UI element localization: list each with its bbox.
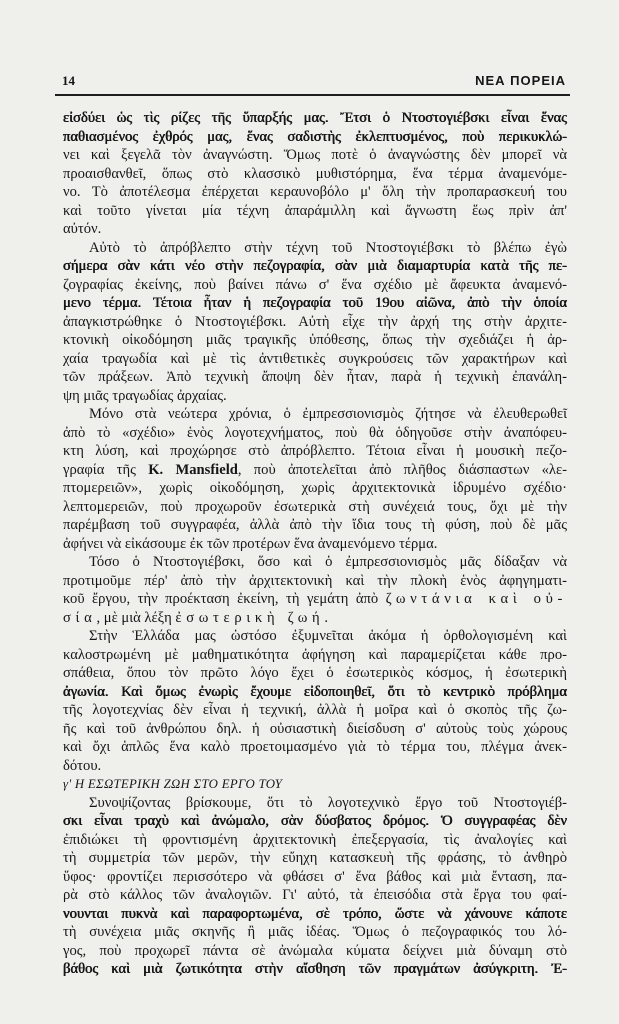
spaced-emphasis: ἐσωτερικὴ ζωή: [175, 609, 325, 626]
text-line: κτη λύση, καὶ προχώρησε στὸ ἀπρόβλεπτο. Τέτοια εἶναι ἡ μουσικὴ πεζο-: [63, 443, 567, 459]
text-line: νουνται πυκνὰ καὶ παραφορτωμένα, σὲ τρόπο, ὥστε νὰ χάνουνε κάποτε: [63, 905, 567, 922]
text-line: Συνοψίζοντας βρίσκουμε, ὅτι τὸ λογοτεχνικὸ ἔργο τοῦ Ντοστογιέβ-: [89, 794, 567, 811]
text-line: [63, 590, 567, 609]
text-line: χαία τραγωδία καὶ μὲ τὶς ἀντιθετικὲς συγκρούσεις τῶν χαρακτήρων καὶ: [63, 350, 567, 367]
page-number: 14: [62, 73, 75, 88]
section-heading: γ' Η ΕΣΩΤΕΡΙΚΗ ΖΩΗ ΣΤΟ ΕΡΓΟ ΤΟΥ: [63, 777, 283, 791]
text-line: προτιμοῦμε πέρ' ἀπὸ τὴν ἀρχιτεκτονικὴ καὶ τὴν πλοκὴ ἑνὸς ἀφηγηματι-: [63, 572, 567, 589]
text-line: ἀγωνία. Καὶ ὅμως ἐνωρὶς ἔχουμε εἰδοποιηθεῖ, ὅτι τὸ κεντρικὸ πρόβλημα: [63, 683, 567, 700]
text-segment: , μὲ μιὰ λέξη: [96, 609, 176, 626]
paragraph: [63, 405, 567, 553]
author-name-emphasis: K. Mansfield: [148, 461, 238, 478]
text-line: παρέμβαση τοῦ συγγραφέα, ἀλλὰ ἀπὸ τὴν ἴδια τους τὴ φύση, ποὺ δὲ μᾶς: [63, 517, 567, 533]
text-line: Στὴν Ἑλλάδα μας ὡστόσο ἐξυμνεῖται ἀκόμα ἡ ὀρθολογισμένη καὶ: [89, 628, 567, 644]
text-line: σπάθεια, ὅπου τὸν πρῶτο λόγο ἔχει ὁ ἐσωτερικὸς κόσμος, ἡ ἐσωτερικὴ: [63, 665, 567, 681]
paragraph: [63, 794, 567, 979]
text-line: κτονικὴ οἰκοδόμηση μιᾶς τραγικῆς ὑπόθεσης, ὅπως τὴν σχεδιάζει ἡ ἀρ-: [63, 332, 567, 348]
text-line: σκι εἶναι τραχὺ καὶ ἀνώμαλο, σὰν δύσβατος δρόμος. Ὁ συγγραφέας δὲν: [63, 813, 567, 829]
text-line: τὴ συμμετρία τῶν μερῶν, τὴν εὔηχη κατασκευὴ τῆς φράσης, τὸ ἀνθηρὸ: [63, 850, 567, 866]
text-line: τὴ συνέχεια μιᾶς σκηνῆς ἢ μιᾶς ἰδέας. Ὅμως ὁ πεζογραφικός του λό-: [63, 924, 567, 940]
text-line: [63, 461, 567, 480]
text-segment: κοῦ ἔργου, τὴν προέκταση ἐκείνη, τὴ γεμάτη ἀπὸ: [63, 591, 386, 607]
header-rule: [55, 94, 570, 96]
text-line: σήμερα σὰν κάτι νέο στὴν πεζογραφία, σὰν μιὰ διαμαρτυρία κατὰ τῆς πε-: [63, 258, 567, 274]
text-line: γος, ποὺ προχωρεῖ πάντα σὲ ἀνώμαλα κύματα δείχνει μιὰ δύναμη στὸ: [63, 942, 567, 959]
text-segment: .: [324, 609, 328, 626]
spaced-emphasis: σία: [63, 609, 97, 626]
text-line: ἀπαγκιστρώθηκε ὁ Ντοστογιέβσκι. Αὐτὴ εἶχε τὴν ἀρχή της στὴν ἀρχιτε-: [63, 313, 567, 330]
text-line: εἰσδύει ὡς τὶς ρίζες τῆς ὕπαρξής μας. Ἔτσι ὁ Ντοστογιέβσκι εἶναι ἕνας: [63, 110, 567, 126]
text-line: Μόνο στὰ νεώτερα χρόνια, ὁ ἐμπρεσσιονισμὸς ζήτησε νὰ ἐλευθερωθεῖ: [89, 406, 567, 422]
text-line: νει καὶ ξεγελᾶ τὸν ἀναγνώστη. Ὅμως ποτὲ ὁ ἀναγνώστης δὲν μπορεῖ νὰ: [63, 147, 567, 163]
text-segment: γραφία τῆς: [63, 461, 149, 478]
paragraph: [63, 627, 567, 775]
text-line: Τόσο ὁ Ντοστογιέβσκι, ὅσο καὶ ὁ ἐμπρεσσιονισμὸς μᾶς δίδαξαν νὰ: [89, 554, 567, 570]
text-line: ὕφος· φροντίζει περισσότερο νὰ φθάσει σ' ἕνα βάθος καὶ μιὰ ἔνταση, πα-: [63, 868, 567, 885]
text-line: δότου.: [63, 757, 102, 774]
text-line: ζογραφίας ἐκείνης, ποὺ βαίνει πάνω σ' ἕνα σχέδιο μὲ ἄφευκτα ἀναμενό-: [63, 276, 567, 293]
text-line: [63, 609, 567, 628]
text-line: πτομερειῶν», χωρὶς οἰκοδόμηση, χωρὶς ἀρχιτεκτονικὰ ἱδρυμένο σχέδιο·: [63, 480, 567, 496]
text-line: ἀπὸ τὸ «σχέδιο» ἑνὸς λογοτεχνήματος, ποὺ θὰ ὁδηγοῦσε στὴν ἀναπόφευ-: [63, 424, 567, 441]
paragraph: [63, 109, 567, 239]
text-line: ῆς καὶ τοῦ ἀνθρώπου δηλ. ἡ οὐσιαστικὴ διείσδυση σ' αὐτοὺς τοὺς χώρους: [63, 720, 567, 737]
text-line: Αὐτὸ τὸ ἀπρόβλεπτο στὴν τέχνη τοῦ Ντοστογιέβσκι τὸ βλέπω ἐγὼ: [89, 239, 567, 256]
text-line: τῆς λογοτεχνίας δὲν εἶναι ἡ τεχνική, ἀλλὰ ἡ μοῖρα καὶ ὁ σκοπὸς τῆς ζω-: [63, 702, 567, 718]
text-line: νο. Τὸ ἀποτέλεσμα ἐπέρχεται κεραυνοβόλο μ' ὅλη τὴν προπαρασκευή του: [63, 184, 567, 200]
text-line: παθιασμένος ἐχθρός μας, ἕνας σαδιστὴς ἐκλεπτυσμένος, ποὺ περικυκλώ-: [63, 128, 567, 145]
text-line: καὶ ὄχι ἁπλῶς ἕνα καλὸ προετοιμασμένο γιὰ τὸ τέρμα του, πλέγμα ἀνεκ-: [63, 739, 567, 755]
text-line: προαισθανθεῖ, ὅπως στὸ κλασσικὸ μυθιστόρημα, ἕνα τέρμα ἀναμενόμε-: [63, 165, 567, 182]
paragraph: [63, 553, 567, 627]
text-line: αὐτόν.: [63, 221, 102, 237]
text-line: μενο τέρμα. Τέτοια ἦταν ἡ πεζογραφία τοῦ 19ου αἰῶνα, ἀπὸ τὴν ὁποία: [63, 295, 567, 311]
spaced-emphasis: ζωντάνια καὶ οὐ-: [385, 591, 567, 607]
text-line: ρὰ στὸ κάλλος τῶν ἀναλογιῶν. Γι' αὐτό, τὰ ἐπεισόδια στὰ ἔργα του φαί-: [63, 887, 567, 903]
text-line: ἀφήνει νὰ εἰκάσουμε ἐκ τῶν προτέρων ἕνα ἀναμενόμενο τέρμα.: [63, 535, 438, 552]
journal-title: ΝΕΑ ΠΟΡΕΙΑ: [475, 73, 566, 88]
text-line: τῶν πράξεων. Ἀπὸ τεχνικὴ ἄποψη δὲν ἦταν, παρὰ ἡ τεχνικὴ ἐπανάλη-: [63, 369, 567, 385]
text-line: βάθος καὶ μιὰ ζωτικότητα στὴν αἴσθηση τῶν πραγμάτων ἀσύγκριτη. Ἐ-: [63, 961, 567, 977]
text-line: λεπτομερειῶν, ποὺ προχωροῦν ἐσωτερικὰ στὴ συνέχειά τους, ὄχι μὲ τὴν: [63, 498, 567, 515]
text-line: καλοστρωμένη μὲ μαθηματικότητα ἀφήγηση καὶ παραμερίζεται κάθε προ-: [63, 646, 567, 663]
article-body: [63, 109, 567, 979]
text-line: ἐπιδιώκει τὴ φροντισμένη ἀρχιτεκτονικὴ ἐπεξεργασία, τὶς ἀναλογίες καὶ: [63, 831, 567, 848]
text-segment: , ποὺ ἀποτελεῖται ἀπὸ πλῆθος διάσπαστων «λε-: [237, 461, 567, 478]
text-line: καὶ τοῦτο γίνεται μία τέχνη ἀπαράμιλλη καὶ ἄγνωστη ἕως πρὶν ἀπ': [63, 202, 567, 219]
text-line: ψη μιᾶς τραγωδίας ἀρχαίας.: [63, 387, 227, 404]
paragraph: [63, 239, 567, 406]
